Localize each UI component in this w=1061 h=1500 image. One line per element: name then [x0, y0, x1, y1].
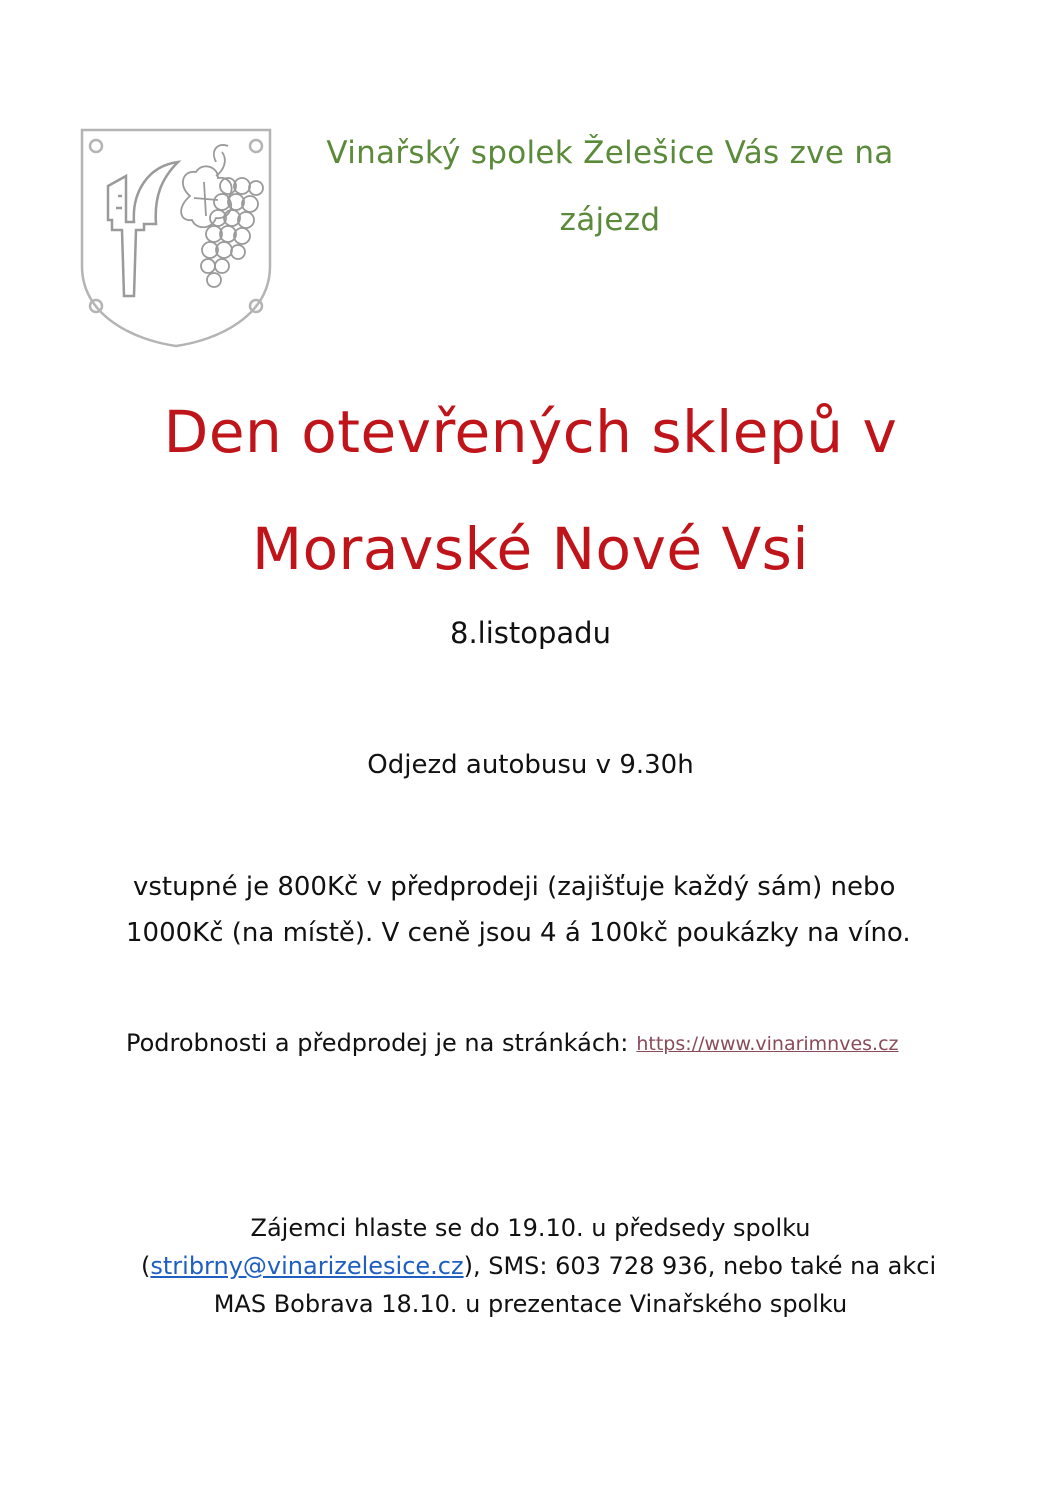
- grape-cluster-icon: [181, 145, 263, 287]
- details-line: [126, 1031, 899, 1055]
- email-link[interactable]: stribrny@vinarizelesice.cz: [150, 1252, 464, 1280]
- website-link[interactable]: https://www.vinarimnves.cz: [636, 1033, 899, 1055]
- hook-axe-icon: [108, 162, 178, 296]
- contact-line-1: Zájemci hlaste se do 19.10. u předsedy spolku: [250, 1214, 811, 1242]
- contact-line-2: [141, 1254, 936, 1278]
- price-line-2: 1000Kč (na místě). V ceně jsou 4 á 100kč poukázky na víno.: [126, 918, 911, 948]
- event-date: 8.listopadu: [450, 616, 611, 650]
- event-title-line-1: Den otevřených sklepů v: [163, 398, 898, 466]
- price-line-1: vstupné je 800Kč v předprodeji (zajišťuje každý sám) nebo: [133, 872, 896, 902]
- contact-open-paren: (: [141, 1252, 151, 1280]
- event-title-line-2: Moravské Nové Vsi: [252, 515, 809, 583]
- contact-line-2-rest: ), SMS: 603 728 936, nebo také na akci: [463, 1252, 937, 1280]
- details-text: Podrobnosti a předprodej je na stránkách:: [126, 1029, 629, 1057]
- invitation-line-1: Vinařský spolek Želešice Vás zve na: [326, 135, 894, 171]
- contact-line-3: MAS Bobrava 18.10. u prezentace Vinařského spolku: [213, 1290, 848, 1318]
- coat-of-arms-icon: [78, 126, 274, 348]
- departure-time: Odjezd autobusu v 9.30h: [367, 750, 694, 780]
- invitation-line-2: zájezd: [559, 202, 661, 238]
